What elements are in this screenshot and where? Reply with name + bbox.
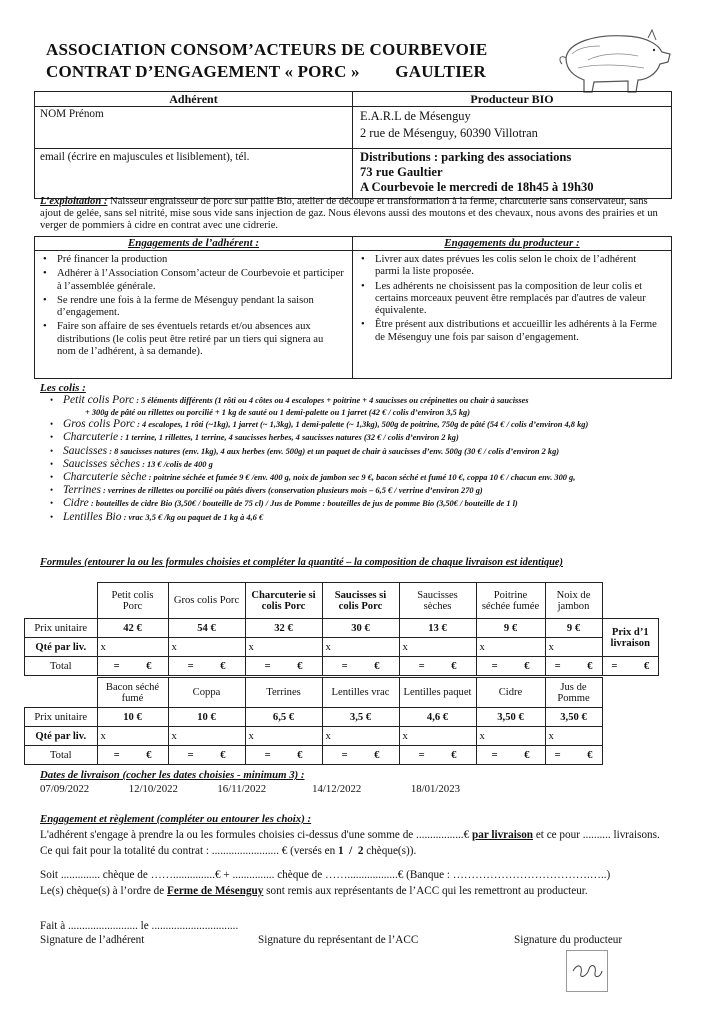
colis-item [40,445,680,458]
colis-name: Charcuterie [63,431,119,444]
colis-name: Gros colis Porc [63,418,135,431]
adherent-signature-label: Signature de l’adhérent [40,934,145,946]
product-header: Petit colis Porc [97,583,168,619]
qty-cell[interactable]: x [97,727,168,746]
formulas-table-2 [24,677,603,765]
total-cell[interactable]: = € [399,657,476,676]
total-cell[interactable]: = € [168,746,245,765]
acc-signature-label: Signature du représentant de l’ACC [258,934,419,946]
payment-section [40,812,680,898]
delivery-dates-section [40,769,497,795]
row-label-qty: Qté par liv. [25,638,98,657]
delivery-date[interactable]: 07/09/2022 [40,783,90,795]
total-cell[interactable]: = € [322,657,399,676]
exploitation-label: L’exploitation : [40,196,108,207]
total-cell[interactable]: = € [399,746,476,765]
row-label-qty: Qté par liv. [25,727,98,746]
product-header: Noix de jambon [545,583,602,619]
colis-name: Petit colis Porc [63,394,135,406]
payment-line-4 [40,884,680,898]
total-cell[interactable]: = € [97,746,168,765]
delivery-date[interactable]: 12/10/2022 [128,783,178,795]
product-header: Lentilles paquet [399,678,476,708]
colis-desc: : poitrine séchée et fumée 9 € /env. 400 g, noix de jambon sec 9 €, bacon séché et fumé 10 €, coppa 10 € / chacun env. 300 g, [146,473,576,483]
payment-text: et ce pour .......... livraisons. [533,829,660,841]
parties-box [34,91,672,199]
colis-item [40,394,680,407]
colis-desc: : 5 éléments différents (1 rôti ou 4 côtes ou 4 escalopes + poitrine + 4 saucisses ou crépinettes ou chair à saucisses [134,396,529,405]
engagements-box [34,236,672,379]
list-item: • Se rendre une fois à la ferme de Mésenguy pendant la saison d’engagement. [35,295,344,320]
colis-section [40,382,680,524]
colis-item [40,484,680,497]
price-cell: 13 € [399,619,476,638]
signatures-section [40,920,680,950]
price-cell: 10 € [168,708,245,727]
total-cell[interactable]: = € [322,746,399,765]
colis-item [40,431,680,444]
price-cell: 3,5 € [322,708,399,727]
colis-item [40,511,680,524]
price-cell: 9 € [476,619,545,638]
qty-cell[interactable]: x [399,727,476,746]
total-cell[interactable]: = € [545,657,602,676]
colis-item [40,418,680,431]
product-header: Saucisses sèches [399,583,476,619]
product-header: Jus de Pomme [545,678,602,708]
total-cell[interactable]: = € [245,746,322,765]
delivery-price-label: Prix d’1 livraison [602,619,659,657]
qty-cell[interactable]: x [168,638,245,657]
total-cell[interactable]: = € [545,746,602,765]
row-label-total: Total [25,746,98,765]
payment-text: L'adhérent s'engage à prendre la ou les formules choisies ci-dessus d'une somme de .................€ [40,829,472,841]
producer-engagements-header: Engagements du producteur : [353,237,671,251]
qty-cell[interactable]: x [545,638,602,657]
producer-name: E.A.R.L de Mésenguy [360,109,471,123]
colis-desc: : 8 saucisses natures (env. 1kg), 4 aux herbes (env. 500g) et un paquet de chair à saucisses d’env. 500g (30 € / colis d’environ 2 kg) [107,446,560,456]
payment-text: sont remis aux représentants de l’ACC qui les remettront au producteur. [263,885,588,897]
email-field-label[interactable]: email (écrire en majuscules et lisiblement), tél. [40,151,250,163]
price-cell: 54 € [168,619,245,638]
colis-desc: : 1 terrine, 1 rillettes, 1 terrine, 4 saucisses herbes, 4 saucisses natures (32 € / colis d’environ 2 kg) [118,433,459,443]
qty-cell[interactable]: x [476,638,545,657]
product-header: Lentilles vrac [322,678,399,708]
colis-name: Terrines [63,484,101,497]
colis-name: Charcuterie sèche [63,471,147,484]
qty-cell[interactable]: x [168,727,245,746]
total-cell[interactable]: = € [476,657,545,676]
price-cell: 30 € [322,619,399,638]
price-cell: 4,6 € [399,708,476,727]
colis-name: Saucisses [63,444,108,457]
total-cell[interactable]: = € [97,657,168,676]
qty-cell[interactable]: x [322,727,399,746]
product-header: Poitrine séchée fumée [476,583,545,619]
colis-desc: : vrac 3,5 € /kg ou paquet de 1 kg à 4,6 € [121,512,264,522]
colis-item [40,497,680,510]
payment-line-2 [40,844,680,858]
document-title-line2: CONTRAT D’ENGAGEMENT « PORC » GAULTIER [46,62,487,81]
product-header: Coppa [168,678,245,708]
delivery-dates-header: Dates de livraison (cocher les dates choisies - minimum 3) : [40,769,305,781]
colis-desc: : bouteilles de cidre Bio (3,50€ / bouteille de 75 cl) / Jus de Pomme : bouteilles de jus de pomme Bio (3,50€ / bouteille de 1 l) [88,499,518,509]
qty-cell[interactable]: x [97,638,168,657]
exploitation-paragraph [40,196,668,233]
payment-text: Le(s) chèque(s) à l’ordre de [40,885,168,897]
producer-address: 2 rue de Mésenguy, 60390 Villotran [360,126,538,140]
product-header: Charcuterie si colis Porc [245,583,322,619]
colis-desc: : 13 € /colis de 400 g [139,459,213,469]
producer-signature-label: Signature du producteur [514,934,623,946]
delivery-date[interactable]: 14/12/2022 [312,783,362,795]
total-cell[interactable]: = € [476,746,545,765]
payment-text: Ce qui fait pour la totalité du contrat : ........................ € (versés en [40,845,338,857]
qty-cell[interactable]: x [245,727,322,746]
colis-name: Saucisses sèches [63,457,140,470]
adherent-engagements-header: Engagements de l’adhérent : [35,237,352,251]
product-header: Cidre [476,678,545,708]
qty-cell[interactable]: x [399,638,476,657]
distribution-location: Distributions : parking des associations [360,150,572,164]
cheque-count-choice[interactable]: 1 / 2 [337,845,364,857]
list-item: • Les adhérents ne choisissent pas la composition de leur colis et certains morceaux peuvent être remplacés par d'autres de valeur équivalente. [353,281,663,318]
qty-cell[interactable]: x [245,638,322,657]
document-title-line1: ASSOCIATION CONSOM’ACTEURS DE COURBEVOIE [46,40,488,59]
distribution-schedule: A Courbevoie le mercredi de 18h45 à 19h30 [360,180,594,194]
delivery-date[interactable]: 16/11/2022 [217,783,267,795]
colis-name: Lentilles Bio [63,510,122,523]
list-item: • Faire son affaire de ses éventuels retards et/ou absences aux distributions (le colis peut être retiré par un tiers qui signera au nom de l’adhérent, à sa demande). [35,321,344,358]
total-cell[interactable]: = € [245,657,322,676]
payment-text: chèque(s)). [363,845,417,857]
formulas-header: Formules (entourer la ou les formules choisies et compléter la quantité – la composition de chaque livraison est identique) [40,557,564,568]
list-item: • Être présent aux distributions et accueillir les adhérents à la Ferme de Mésenguy une fois par saison d’engagement. [353,319,663,344]
price-cell: 42 € [97,619,168,638]
product-header: Gros colis Porc [168,583,245,619]
payee-name: Ferme de Mésenguy [167,885,264,897]
total-cell[interactable]: = € [168,657,245,676]
name-field-label[interactable]: NOM Prénom [40,108,104,120]
product-header: Terrines [245,678,322,708]
pig-illustration [548,24,676,96]
qty-cell[interactable]: x [545,727,602,746]
colis-desc: : 4 escalopes, 1 rôti (~1kg), 1 jarret (~ 1,3kg), 1 demi-palette (~ 1,3kg), 500g de poitrine, 750g de pâté (54 € / colis d’environ 4,8 kg) [134,420,589,430]
list-item: • Pré financer la production [35,254,344,266]
adherent-header: Adhérent [169,92,218,106]
per-delivery-label: par livraison [472,829,534,841]
price-cell: 3,50 € [545,708,602,727]
price-cell: 10 € [97,708,168,727]
row-label-price: Prix unitaire [25,619,98,638]
payment-line-1 [40,828,680,842]
price-cell: 6,5 € [245,708,322,727]
exploitation-text: Naisseur engraisseur de porc sur paille Bio, atelier de découpe et transformation à la ferme, charcuterie sans conservateur, sans ajout de gelée, sans sel nitrité, mise sous vide sans injection de gaz. Nous élevons aussi des moutons et des chevaux, nous avons des prairies et un verger de pommiers à cidre en contrat avec une cidrerie. [40,196,658,232]
formulas-table-1 [24,582,659,676]
list-item: • Adhérer à l’Association Consom’acteur de Courbevoie et participer à l’assemblée générale. [35,268,344,293]
delivery-total-cell[interactable]: = € [602,657,659,676]
qty-cell[interactable]: x [476,727,545,746]
producer-signature-image [566,950,608,992]
qty-cell[interactable]: x [322,638,399,657]
payment-header: Engagement et règlement (compléter ou entourer les choix) : [40,813,312,825]
price-cell: 32 € [245,619,322,638]
payment-line-3: Soit .............. chèque de ……...............€ + ............... chèque de ……..................€ (Banque : ……………………………….…..) [40,869,611,881]
row-label-total: Total [25,657,98,676]
colis-desc-continuation: + 300g de pâté ou rillettes ou porcilié + 1 kg de sauté ou 1 demi-palette ou 1 jarret (42 € / colis d’environ 3,5 kg) [85,408,471,418]
price-cell: 3,50 € [476,708,545,727]
delivery-date[interactable]: 18/01/2023 [410,783,460,795]
product-header: Saucisses si colis Porc [322,583,399,619]
colis-desc: : verrines de rillettes ou porcilié ou pâtés divers (conservation plusieurs mois – 6,5 € / verrine d’environ 270 g) [100,486,483,496]
colis-item [40,471,680,484]
product-header: Bacon séché fumé [97,678,168,708]
colis-name: Cidre [63,497,89,510]
row-label-price: Prix unitaire [25,708,98,727]
distribution-street: 73 rue Gaultier [360,165,443,179]
list-item: • Livrer aux dates prévues les colis selon le choix de l’adhérent parmi la liste proposée. [353,254,663,279]
colis-title: Les colis : [40,382,86,394]
colis-item [40,458,680,471]
price-cell: 9 € [545,619,602,638]
producer-header: Producteur BIO [470,92,554,106]
place-date-line[interactable]: Fait à ......................... le ............................... [40,920,239,932]
